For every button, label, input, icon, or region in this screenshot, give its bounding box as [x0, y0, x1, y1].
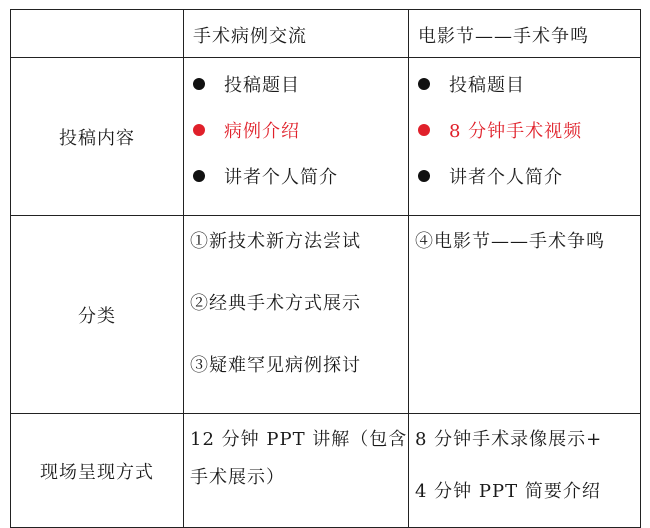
table-row-presentation: [11, 414, 641, 528]
submission-cell-case-exchange: [184, 58, 409, 216]
presentation-cell-film-festival: [409, 414, 641, 528]
presentation-text-case-exchange: [184, 414, 408, 489]
list-item-text: 讲者个人简介: [449, 167, 563, 188]
presentation-line: 8 分钟手术录像展示+: [415, 429, 603, 450]
presentation-line: 12 分钟 PPT 讲解（包含: [190, 429, 408, 450]
list-item: ④电影节——手术争鸣: [415, 231, 605, 252]
list-item: [193, 71, 408, 117]
list-item: [418, 163, 640, 209]
bullet-icon: [418, 78, 430, 90]
submission-cell-film-festival: [409, 58, 641, 216]
bullet-icon: [193, 124, 205, 136]
submission-table: [10, 9, 641, 528]
list-item-text: 8 分钟手术视频: [449, 121, 583, 142]
list-item-text: 讲者个人简介: [224, 167, 338, 188]
header-label-film-festival: 电影节——手术争鸣: [418, 26, 589, 47]
list-item-text: 投稿题目: [449, 75, 525, 96]
list-item: ①新技术新方法尝试: [190, 231, 361, 252]
category-list-film-festival: [409, 216, 640, 289]
row-label-category: 分类: [78, 305, 116, 327]
submission-list-film-festival: [409, 58, 640, 209]
category-cell-film-festival: [409, 216, 641, 414]
category-cell-case-exchange: [184, 216, 409, 414]
header-cell-film-festival: [409, 10, 641, 58]
list-item-text: 投稿题目: [224, 75, 300, 96]
row-label-cell-submission: [11, 58, 184, 216]
header-empty-cell: [11, 10, 184, 58]
header-cell-case-exchange: [184, 10, 409, 58]
list-item: [418, 117, 640, 163]
row-label-submission: 投稿内容: [59, 127, 135, 149]
list-item-text: 病例介绍: [224, 121, 300, 142]
row-label-presentation: 现场呈现方式: [40, 461, 154, 483]
submission-list-case-exchange: [184, 58, 408, 209]
presentation-line: 4 分钟 PPT 简要介绍: [415, 481, 601, 502]
category-list-case-exchange: [184, 216, 408, 413]
presentation-cell-case-exchange: [184, 414, 409, 528]
list-item: [193, 117, 408, 163]
list-item: [193, 163, 408, 209]
bullet-icon: [418, 124, 430, 136]
list-item: [418, 71, 640, 117]
presentation-line: 手术展示）: [190, 467, 285, 488]
bullet-icon: [193, 170, 205, 182]
bullet-icon: [418, 170, 430, 182]
table-row-submission: [11, 58, 641, 216]
table-row-category: [11, 216, 641, 414]
presentation-text-film-festival: [409, 414, 640, 503]
header-label-case-exchange: 手术病例交流: [193, 26, 307, 47]
row-label-cell-category: [11, 216, 184, 414]
list-item: ②经典手术方式展示: [190, 293, 361, 314]
row-label-cell-presentation: [11, 414, 184, 528]
table-header-row: [11, 10, 641, 58]
bullet-icon: [193, 78, 205, 90]
list-item: ③疑难罕见病例探讨: [190, 355, 361, 376]
